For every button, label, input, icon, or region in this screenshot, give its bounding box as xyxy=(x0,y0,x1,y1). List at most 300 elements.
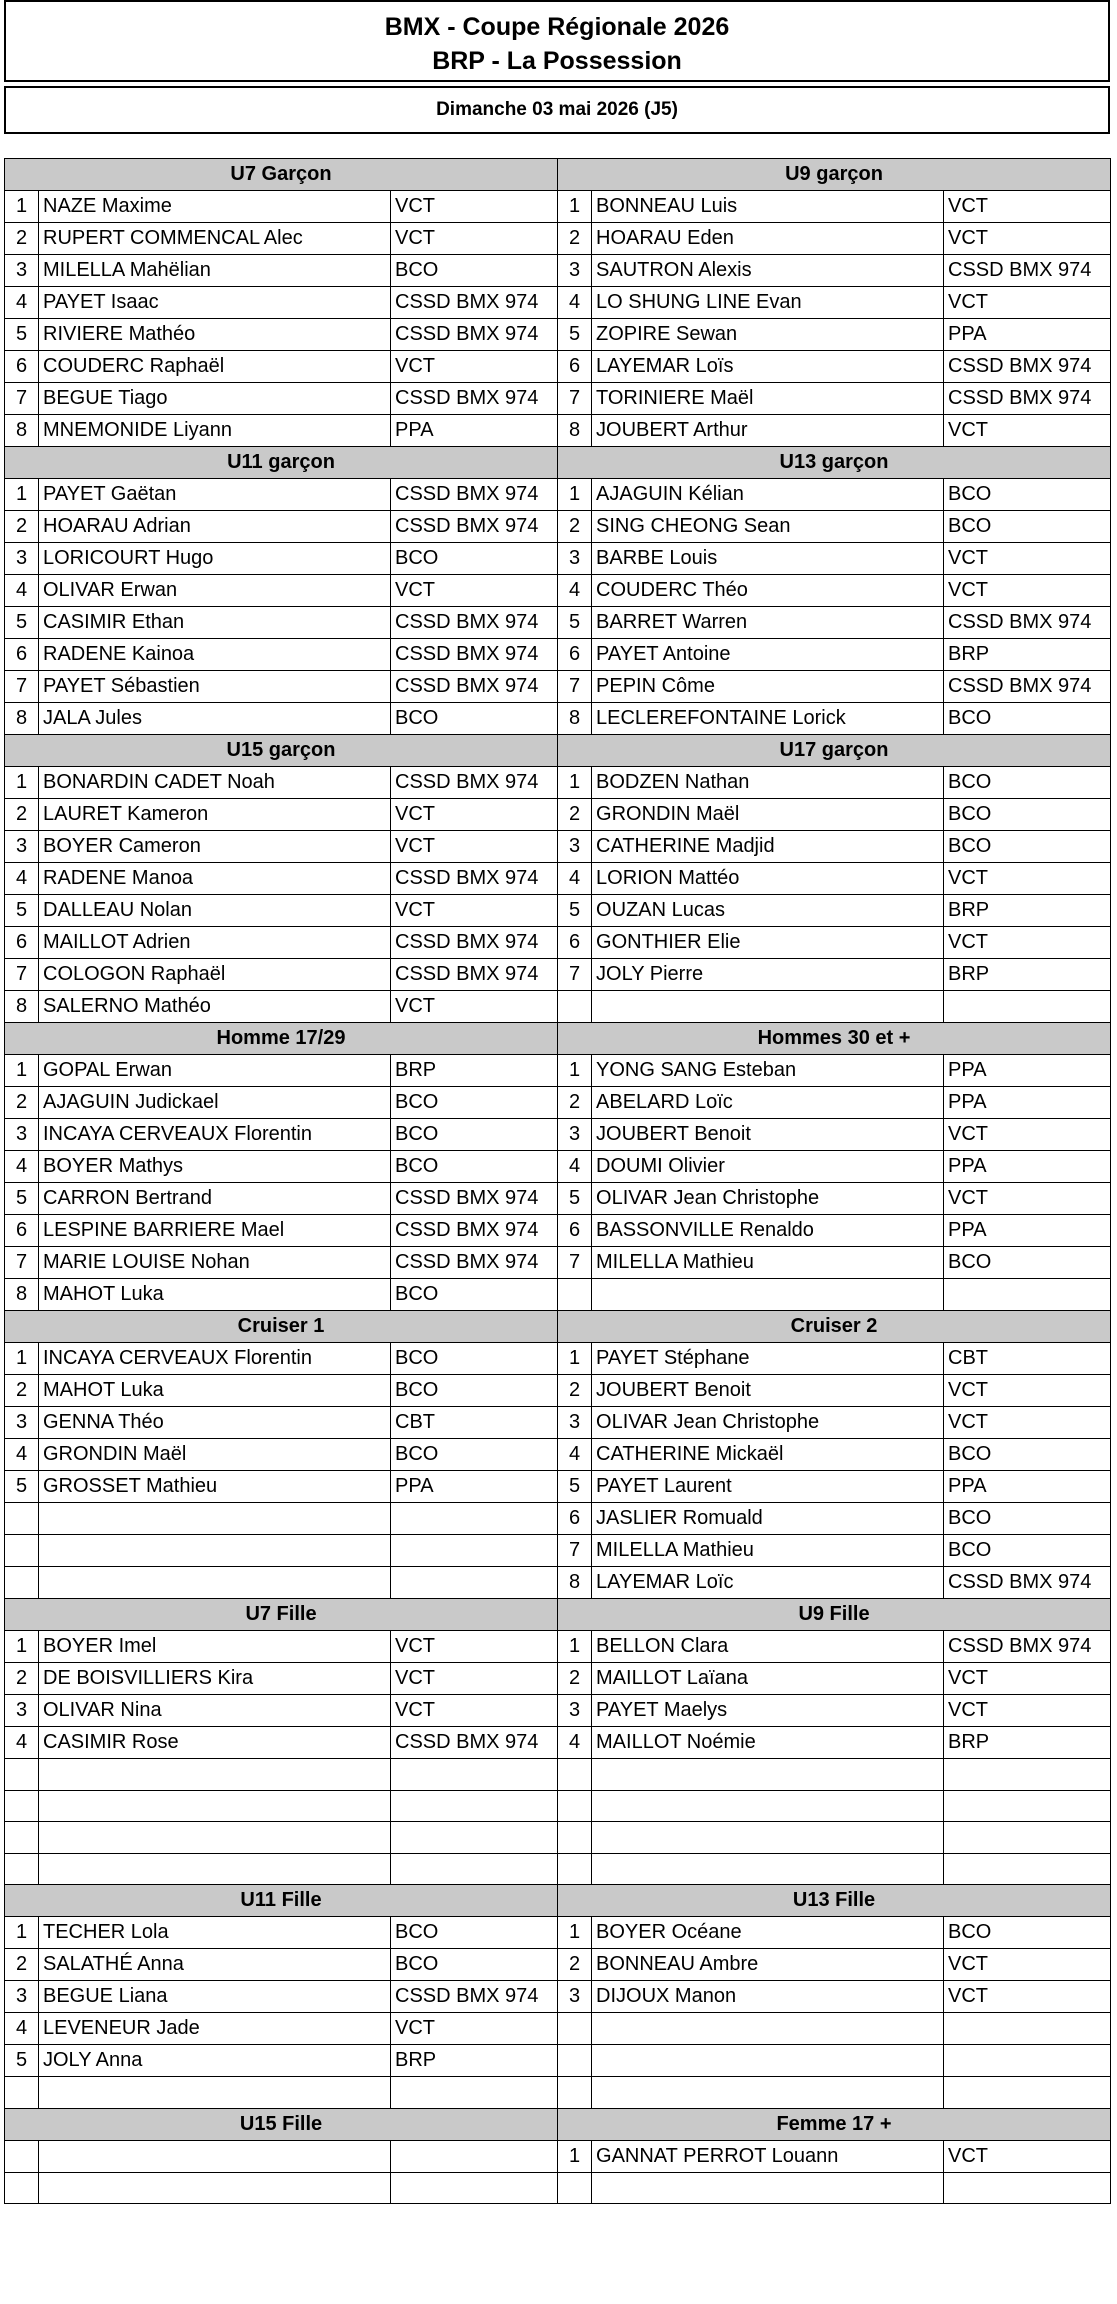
club-cell: VCT xyxy=(391,2013,558,2045)
category-header: U13 garçon xyxy=(558,447,1111,479)
rank-cell: 6 xyxy=(5,1215,39,1247)
club-cell: BCO xyxy=(391,255,558,287)
rank-cell: 5 xyxy=(558,1183,592,1215)
club-cell: CSSD BMX 974 xyxy=(391,287,558,319)
rank-cell: 5 xyxy=(5,895,39,927)
rank-cell: 5 xyxy=(558,319,592,351)
club-cell xyxy=(391,2077,558,2109)
rider-name-cell: DOUMI Olivier xyxy=(592,1151,944,1183)
rider-name-cell xyxy=(39,1503,391,1535)
category-header: U11 Fille xyxy=(5,1885,558,1917)
rider-name-cell xyxy=(592,1790,944,1822)
rider-name-cell: GOPAL Erwan xyxy=(39,1055,391,1087)
rider-name-cell xyxy=(39,1790,391,1822)
rider-name-cell: BARBE Louis xyxy=(592,543,944,575)
rank-cell: 2 xyxy=(558,1375,592,1407)
club-cell: VCT xyxy=(391,831,558,863)
table-row xyxy=(5,255,1111,287)
table-row xyxy=(5,703,1111,735)
rank-cell: 7 xyxy=(558,383,592,415)
rank-cell: 3 xyxy=(558,1695,592,1727)
rider-name-cell xyxy=(39,2172,391,2204)
club-cell: CSSD BMX 974 xyxy=(391,767,558,799)
rank-cell: 8 xyxy=(558,1567,592,1599)
rank-cell xyxy=(558,2045,592,2077)
table-row xyxy=(5,1981,1111,2013)
category-header-row xyxy=(5,159,1111,191)
club-cell: CSSD BMX 974 xyxy=(391,927,558,959)
table-row xyxy=(5,639,1111,671)
rider-name-cell: SING CHEONG Sean xyxy=(592,511,944,543)
rider-name-cell xyxy=(39,1853,391,1885)
club-cell: BCO xyxy=(944,1917,1111,1949)
rank-cell: 8 xyxy=(5,991,39,1023)
table-row xyxy=(5,1822,1111,1854)
table-row xyxy=(5,1535,1111,1567)
rank-cell: 4 xyxy=(558,863,592,895)
table-row xyxy=(5,2045,1111,2077)
rider-name-cell xyxy=(39,2140,391,2172)
club-cell xyxy=(944,1853,1111,1885)
rider-name-cell: LECLEREFONTAINE Lorick xyxy=(592,703,944,735)
rank-cell: 8 xyxy=(558,703,592,735)
rider-name-cell: BARRET Warren xyxy=(592,607,944,639)
club-cell xyxy=(944,2172,1111,2204)
page-title: BMX - Coupe Régionale 2026 xyxy=(384,13,730,41)
page-subtitle: BRP - La Possession xyxy=(432,47,682,75)
club-cell: BCO xyxy=(391,1119,558,1151)
table-row xyxy=(5,383,1111,415)
rank-cell: 4 xyxy=(558,575,592,607)
table-row xyxy=(5,1343,1111,1375)
rider-name-cell xyxy=(39,2077,391,2109)
club-cell: CSSD BMX 974 xyxy=(944,607,1111,639)
rider-name-cell: BEGUE Liana xyxy=(39,1981,391,2013)
club-cell: BCO xyxy=(391,1949,558,1981)
rank-cell: 5 xyxy=(5,2045,39,2077)
rank-cell: 2 xyxy=(5,1663,39,1695)
rank-cell: 3 xyxy=(5,831,39,863)
rider-name-cell xyxy=(592,1822,944,1854)
rider-name-cell: OLIVAR Jean Christophe xyxy=(592,1407,944,1439)
club-cell: BCO xyxy=(391,703,558,735)
rank-cell: 5 xyxy=(5,1183,39,1215)
club-cell: VCT xyxy=(944,287,1111,319)
category-header: Femme 17 + xyxy=(558,2108,1111,2140)
rank-cell: 1 xyxy=(558,1631,592,1663)
club-cell: VCT xyxy=(944,1949,1111,1981)
rank-cell: 7 xyxy=(5,383,39,415)
club-cell xyxy=(944,1759,1111,1791)
club-cell: CSSD BMX 974 xyxy=(391,511,558,543)
club-cell: VCT xyxy=(944,927,1111,959)
rank-cell: 2 xyxy=(5,1087,39,1119)
club-cell: CSSD BMX 974 xyxy=(391,863,558,895)
rider-name-cell xyxy=(592,991,944,1023)
rider-name-cell: JOLY Anna xyxy=(39,2045,391,2077)
rider-name-cell: PAYET Antoine xyxy=(592,639,944,671)
club-cell: CSSD BMX 974 xyxy=(944,671,1111,703)
rider-name-cell: JOUBERT Benoit xyxy=(592,1119,944,1151)
rank-cell: 7 xyxy=(558,1535,592,1567)
club-cell: VCT xyxy=(944,1183,1111,1215)
rider-name-cell: ABELARD Loïc xyxy=(592,1087,944,1119)
table-row xyxy=(5,607,1111,639)
category-header: U11 garçon xyxy=(5,447,558,479)
rank-cell: 1 xyxy=(5,1343,39,1375)
rank-cell: 4 xyxy=(5,287,39,319)
rank-cell: 2 xyxy=(5,799,39,831)
club-cell: BCO xyxy=(391,1343,558,1375)
table-row xyxy=(5,1247,1111,1279)
club-cell: BCO xyxy=(944,799,1111,831)
rank-cell xyxy=(558,1279,592,1311)
category-header-row xyxy=(5,2108,1111,2140)
club-cell xyxy=(391,1503,558,1535)
category-header: U15 Fille xyxy=(5,2108,558,2140)
table-row xyxy=(5,1727,1111,1759)
rank-cell: 2 xyxy=(5,511,39,543)
club-cell: VCT xyxy=(944,191,1111,223)
rider-name-cell: LAYEMAR Loïs xyxy=(592,351,944,383)
rider-name-cell: BONARDIN CADET Noah xyxy=(39,767,391,799)
rider-name-cell: GENNA Théo xyxy=(39,1407,391,1439)
rider-name-cell: OLIVAR Jean Christophe xyxy=(592,1183,944,1215)
club-cell: PPA xyxy=(944,319,1111,351)
club-cell: CSSD BMX 974 xyxy=(944,351,1111,383)
rank-cell: 8 xyxy=(558,415,592,447)
rider-name-cell: HOARAU Eden xyxy=(592,223,944,255)
rider-name-cell xyxy=(592,2077,944,2109)
rider-name-cell: MAILLOT Adrien xyxy=(39,927,391,959)
category-header-row xyxy=(5,1023,1111,1055)
club-cell: BRP xyxy=(944,1727,1111,1759)
rider-name-cell: LAYEMAR Loïc xyxy=(592,1567,944,1599)
rank-cell: 8 xyxy=(5,415,39,447)
table-row xyxy=(5,1853,1111,1885)
club-cell: BCO xyxy=(391,1151,558,1183)
rider-name-cell: PEPIN Côme xyxy=(592,671,944,703)
rider-name-cell: COUDERC Raphaël xyxy=(39,351,391,383)
club-cell xyxy=(391,1567,558,1599)
rank-cell: 2 xyxy=(5,1375,39,1407)
rank-cell: 5 xyxy=(558,607,592,639)
rank-cell: 3 xyxy=(558,1981,592,2013)
club-cell: BCO xyxy=(944,703,1111,735)
rider-name-cell xyxy=(39,1822,391,1854)
club-cell: CSSD BMX 974 xyxy=(391,319,558,351)
club-cell: CSSD BMX 974 xyxy=(944,1567,1111,1599)
club-cell xyxy=(944,991,1111,1023)
club-cell: CSSD BMX 974 xyxy=(391,959,558,991)
rank-cell: 6 xyxy=(5,639,39,671)
category-header: U7 Garçon xyxy=(5,159,558,191)
club-cell xyxy=(944,2013,1111,2045)
club-cell: BCO xyxy=(391,1279,558,1311)
rank-cell: 1 xyxy=(5,767,39,799)
rider-name-cell: BONNEAU Luis xyxy=(592,191,944,223)
category-header: Homme 17/29 xyxy=(5,1023,558,1055)
rider-name-cell: MAILLOT Laïana xyxy=(592,1663,944,1695)
rider-name-cell: LO SHUNG LINE Evan xyxy=(592,287,944,319)
club-cell: VCT xyxy=(944,575,1111,607)
table-row xyxy=(5,799,1111,831)
rider-name-cell: OLIVAR Erwan xyxy=(39,575,391,607)
rank-cell: 1 xyxy=(558,191,592,223)
rank-cell: 1 xyxy=(558,767,592,799)
club-cell: VCT xyxy=(944,1375,1111,1407)
rank-cell xyxy=(5,1790,39,1822)
rider-name-cell: BELLON Clara xyxy=(592,1631,944,1663)
rider-name-cell: TECHER Lola xyxy=(39,1917,391,1949)
club-cell xyxy=(391,1535,558,1567)
club-cell: BRP xyxy=(944,959,1111,991)
rider-name-cell xyxy=(592,2013,944,2045)
event-date: Dimanche 03 mai 2026 (J5) xyxy=(436,99,678,120)
table-row xyxy=(5,1183,1111,1215)
club-cell: VCT xyxy=(391,1695,558,1727)
rank-cell xyxy=(5,1567,39,1599)
table-row xyxy=(5,1949,1111,1981)
rider-name-cell: PAYET Sébastien xyxy=(39,671,391,703)
rank-cell: 4 xyxy=(5,1151,39,1183)
rider-name-cell: YONG SANG Esteban xyxy=(592,1055,944,1087)
club-cell xyxy=(944,1822,1111,1854)
rider-name-cell: MILELLA Mahëlian xyxy=(39,255,391,287)
category-header: U9 Fille xyxy=(558,1599,1111,1631)
table-row xyxy=(5,1631,1111,1663)
rider-name-cell: INCAYA CERVEAUX Florentin xyxy=(39,1119,391,1151)
rider-name-cell: TORINIERE Maël xyxy=(592,383,944,415)
rank-cell: 6 xyxy=(558,1215,592,1247)
rider-name-cell: LESPINE BARRIERE Mael xyxy=(39,1215,391,1247)
rank-cell: 3 xyxy=(5,1695,39,1727)
table-row xyxy=(5,1663,1111,1695)
rank-cell: 3 xyxy=(558,831,592,863)
rider-name-cell: MAHOT Luka xyxy=(39,1375,391,1407)
rank-cell xyxy=(5,1759,39,1791)
rider-name-cell: MILELLA Mathieu xyxy=(592,1247,944,1279)
rank-cell xyxy=(5,2172,39,2204)
table-row xyxy=(5,1695,1111,1727)
rider-name-cell: INCAYA CERVEAUX Florentin xyxy=(39,1343,391,1375)
table-row xyxy=(5,927,1111,959)
rider-name-cell: RADENE Manoa xyxy=(39,863,391,895)
rank-cell: 3 xyxy=(5,543,39,575)
rider-name-cell: JOLY Pierre xyxy=(592,959,944,991)
club-cell: CSSD BMX 974 xyxy=(391,479,558,511)
club-cell: BCO xyxy=(391,1087,558,1119)
rank-cell: 3 xyxy=(558,1119,592,1151)
club-cell: CSSD BMX 974 xyxy=(391,1247,558,1279)
club-cell xyxy=(944,1790,1111,1822)
rank-cell xyxy=(558,1759,592,1791)
club-cell: VCT xyxy=(391,191,558,223)
rider-name-cell: DIJOUX Manon xyxy=(592,1981,944,2013)
rank-cell: 3 xyxy=(5,255,39,287)
table-row xyxy=(5,223,1111,255)
rider-name-cell: PAYET Maelys xyxy=(592,1695,944,1727)
rank-cell: 2 xyxy=(558,223,592,255)
club-cell: CSSD BMX 974 xyxy=(391,1981,558,2013)
rank-cell: 1 xyxy=(5,1055,39,1087)
rider-name-cell: NAZE Maxime xyxy=(39,191,391,223)
club-cell: VCT xyxy=(391,991,558,1023)
club-cell: VCT xyxy=(944,2140,1111,2172)
rank-cell: 3 xyxy=(5,1119,39,1151)
club-cell: CSSD BMX 974 xyxy=(391,383,558,415)
rider-name-cell: GRONDIN Maël xyxy=(592,799,944,831)
rider-name-cell: COUDERC Théo xyxy=(592,575,944,607)
club-cell: CSSD BMX 974 xyxy=(391,671,558,703)
club-cell: VCT xyxy=(391,895,558,927)
club-cell: CSSD BMX 974 xyxy=(391,607,558,639)
club-cell: CSSD BMX 974 xyxy=(944,383,1111,415)
club-cell: VCT xyxy=(944,863,1111,895)
club-cell: VCT xyxy=(391,575,558,607)
rank-cell: 2 xyxy=(5,223,39,255)
club-cell: CSSD BMX 974 xyxy=(391,1183,558,1215)
rank-cell xyxy=(558,991,592,1023)
club-cell: PPA xyxy=(391,1471,558,1503)
category-header: U17 garçon xyxy=(558,735,1111,767)
club-cell: VCT xyxy=(944,223,1111,255)
club-cell xyxy=(391,2172,558,2204)
rider-name-cell: PAYET Isaac xyxy=(39,287,391,319)
rank-cell: 1 xyxy=(558,1917,592,1949)
category-header: Hommes 30 et + xyxy=(558,1023,1111,1055)
club-cell: VCT xyxy=(944,1981,1111,2013)
club-cell: PPA xyxy=(391,415,558,447)
table-row xyxy=(5,2172,1111,2204)
rank-cell: 2 xyxy=(5,1949,39,1981)
rank-cell xyxy=(5,1503,39,1535)
table-row xyxy=(5,2140,1111,2172)
table-row xyxy=(5,959,1111,991)
rank-cell: 4 xyxy=(5,575,39,607)
club-cell: VCT xyxy=(944,1663,1111,1695)
club-cell: VCT xyxy=(391,223,558,255)
rank-cell: 5 xyxy=(558,895,592,927)
rider-name-cell: BEGUE Tiago xyxy=(39,383,391,415)
rank-cell: 6 xyxy=(558,639,592,671)
rider-name-cell: LORION Mattéo xyxy=(592,863,944,895)
rank-cell: 6 xyxy=(558,1503,592,1535)
rider-name-cell: CATHERINE Madjid xyxy=(592,831,944,863)
table-row xyxy=(5,1503,1111,1535)
table-row xyxy=(5,1439,1111,1471)
rider-name-cell: RADENE Kainoa xyxy=(39,639,391,671)
rider-name-cell xyxy=(592,1279,944,1311)
table-row xyxy=(5,1151,1111,1183)
category-header-row xyxy=(5,1311,1111,1343)
rank-cell: 5 xyxy=(5,1471,39,1503)
rank-cell: 1 xyxy=(558,1343,592,1375)
category-header-row xyxy=(5,1885,1111,1917)
rank-cell: 2 xyxy=(558,511,592,543)
rider-name-cell: BODZEN Nathan xyxy=(592,767,944,799)
rank-cell: 7 xyxy=(5,1247,39,1279)
category-header: U7 Fille xyxy=(5,1599,558,1631)
table-row xyxy=(5,831,1111,863)
club-cell: PPA xyxy=(944,1055,1111,1087)
rider-name-cell: MAILLOT Noémie xyxy=(592,1727,944,1759)
table-row xyxy=(5,2013,1111,2045)
rank-cell: 6 xyxy=(5,351,39,383)
club-cell: BCO xyxy=(944,1535,1111,1567)
rider-name-cell: HOARAU Adrian xyxy=(39,511,391,543)
rank-cell: 6 xyxy=(558,351,592,383)
club-cell: CBT xyxy=(944,1343,1111,1375)
table-row xyxy=(5,671,1111,703)
club-cell: BCO xyxy=(944,1247,1111,1279)
rider-name-cell: COLOGON Raphaël xyxy=(39,959,391,991)
rank-cell: 4 xyxy=(5,1727,39,1759)
table-row xyxy=(5,287,1111,319)
club-cell: BCO xyxy=(391,1439,558,1471)
club-cell: CSSD BMX 974 xyxy=(944,255,1111,287)
rider-name-cell: SAUTRON Alexis xyxy=(592,255,944,287)
category-header: Cruiser 2 xyxy=(558,1311,1111,1343)
club-cell: CSSD BMX 974 xyxy=(391,1727,558,1759)
rank-cell: 5 xyxy=(558,1471,592,1503)
rider-name-cell: MAHOT Luka xyxy=(39,1279,391,1311)
table-row xyxy=(5,991,1111,1023)
rider-name-cell xyxy=(592,2172,944,2204)
club-cell: VCT xyxy=(391,1631,558,1663)
rider-name-cell: BONNEAU Ambre xyxy=(592,1949,944,1981)
rank-cell: 6 xyxy=(558,927,592,959)
rank-cell xyxy=(5,2077,39,2109)
table-row xyxy=(5,351,1111,383)
rider-name-cell: JASLIER Romuald xyxy=(592,1503,944,1535)
rider-name-cell: DE BOISVILLIERS Kira xyxy=(39,1663,391,1695)
club-cell xyxy=(944,1279,1111,1311)
category-header-row xyxy=(5,1599,1111,1631)
club-cell: BCO xyxy=(391,1917,558,1949)
rider-name-cell: RUPERT COMMENCAL Alec xyxy=(39,223,391,255)
title-box xyxy=(4,0,1110,82)
table-row xyxy=(5,863,1111,895)
club-cell: VCT xyxy=(391,799,558,831)
rank-cell xyxy=(558,2172,592,2204)
table-row xyxy=(5,1119,1111,1151)
rank-cell: 2 xyxy=(558,799,592,831)
club-cell: VCT xyxy=(391,1663,558,1695)
club-cell: PPA xyxy=(944,1151,1111,1183)
club-cell: BRP xyxy=(944,639,1111,671)
rider-name-cell: MARIE LOUISE Nohan xyxy=(39,1247,391,1279)
rank-cell xyxy=(5,2140,39,2172)
table-row xyxy=(5,1375,1111,1407)
rank-cell: 3 xyxy=(558,255,592,287)
club-cell: BCO xyxy=(391,1375,558,1407)
rank-cell: 7 xyxy=(5,959,39,991)
rank-cell: 3 xyxy=(558,543,592,575)
rider-name-cell: CATHERINE Mickaël xyxy=(592,1439,944,1471)
rider-name-cell: CARRON Bertrand xyxy=(39,1183,391,1215)
club-cell xyxy=(391,1759,558,1791)
table-row xyxy=(5,1279,1111,1311)
club-cell xyxy=(391,1822,558,1854)
table-row xyxy=(5,319,1111,351)
club-cell: VCT xyxy=(944,1407,1111,1439)
club-cell xyxy=(391,2140,558,2172)
rider-name-cell: GRONDIN Maël xyxy=(39,1439,391,1471)
rider-name-cell: PAYET Gaëtan xyxy=(39,479,391,511)
rider-name-cell: CASIMIR Rose xyxy=(39,1727,391,1759)
rank-cell xyxy=(558,2077,592,2109)
